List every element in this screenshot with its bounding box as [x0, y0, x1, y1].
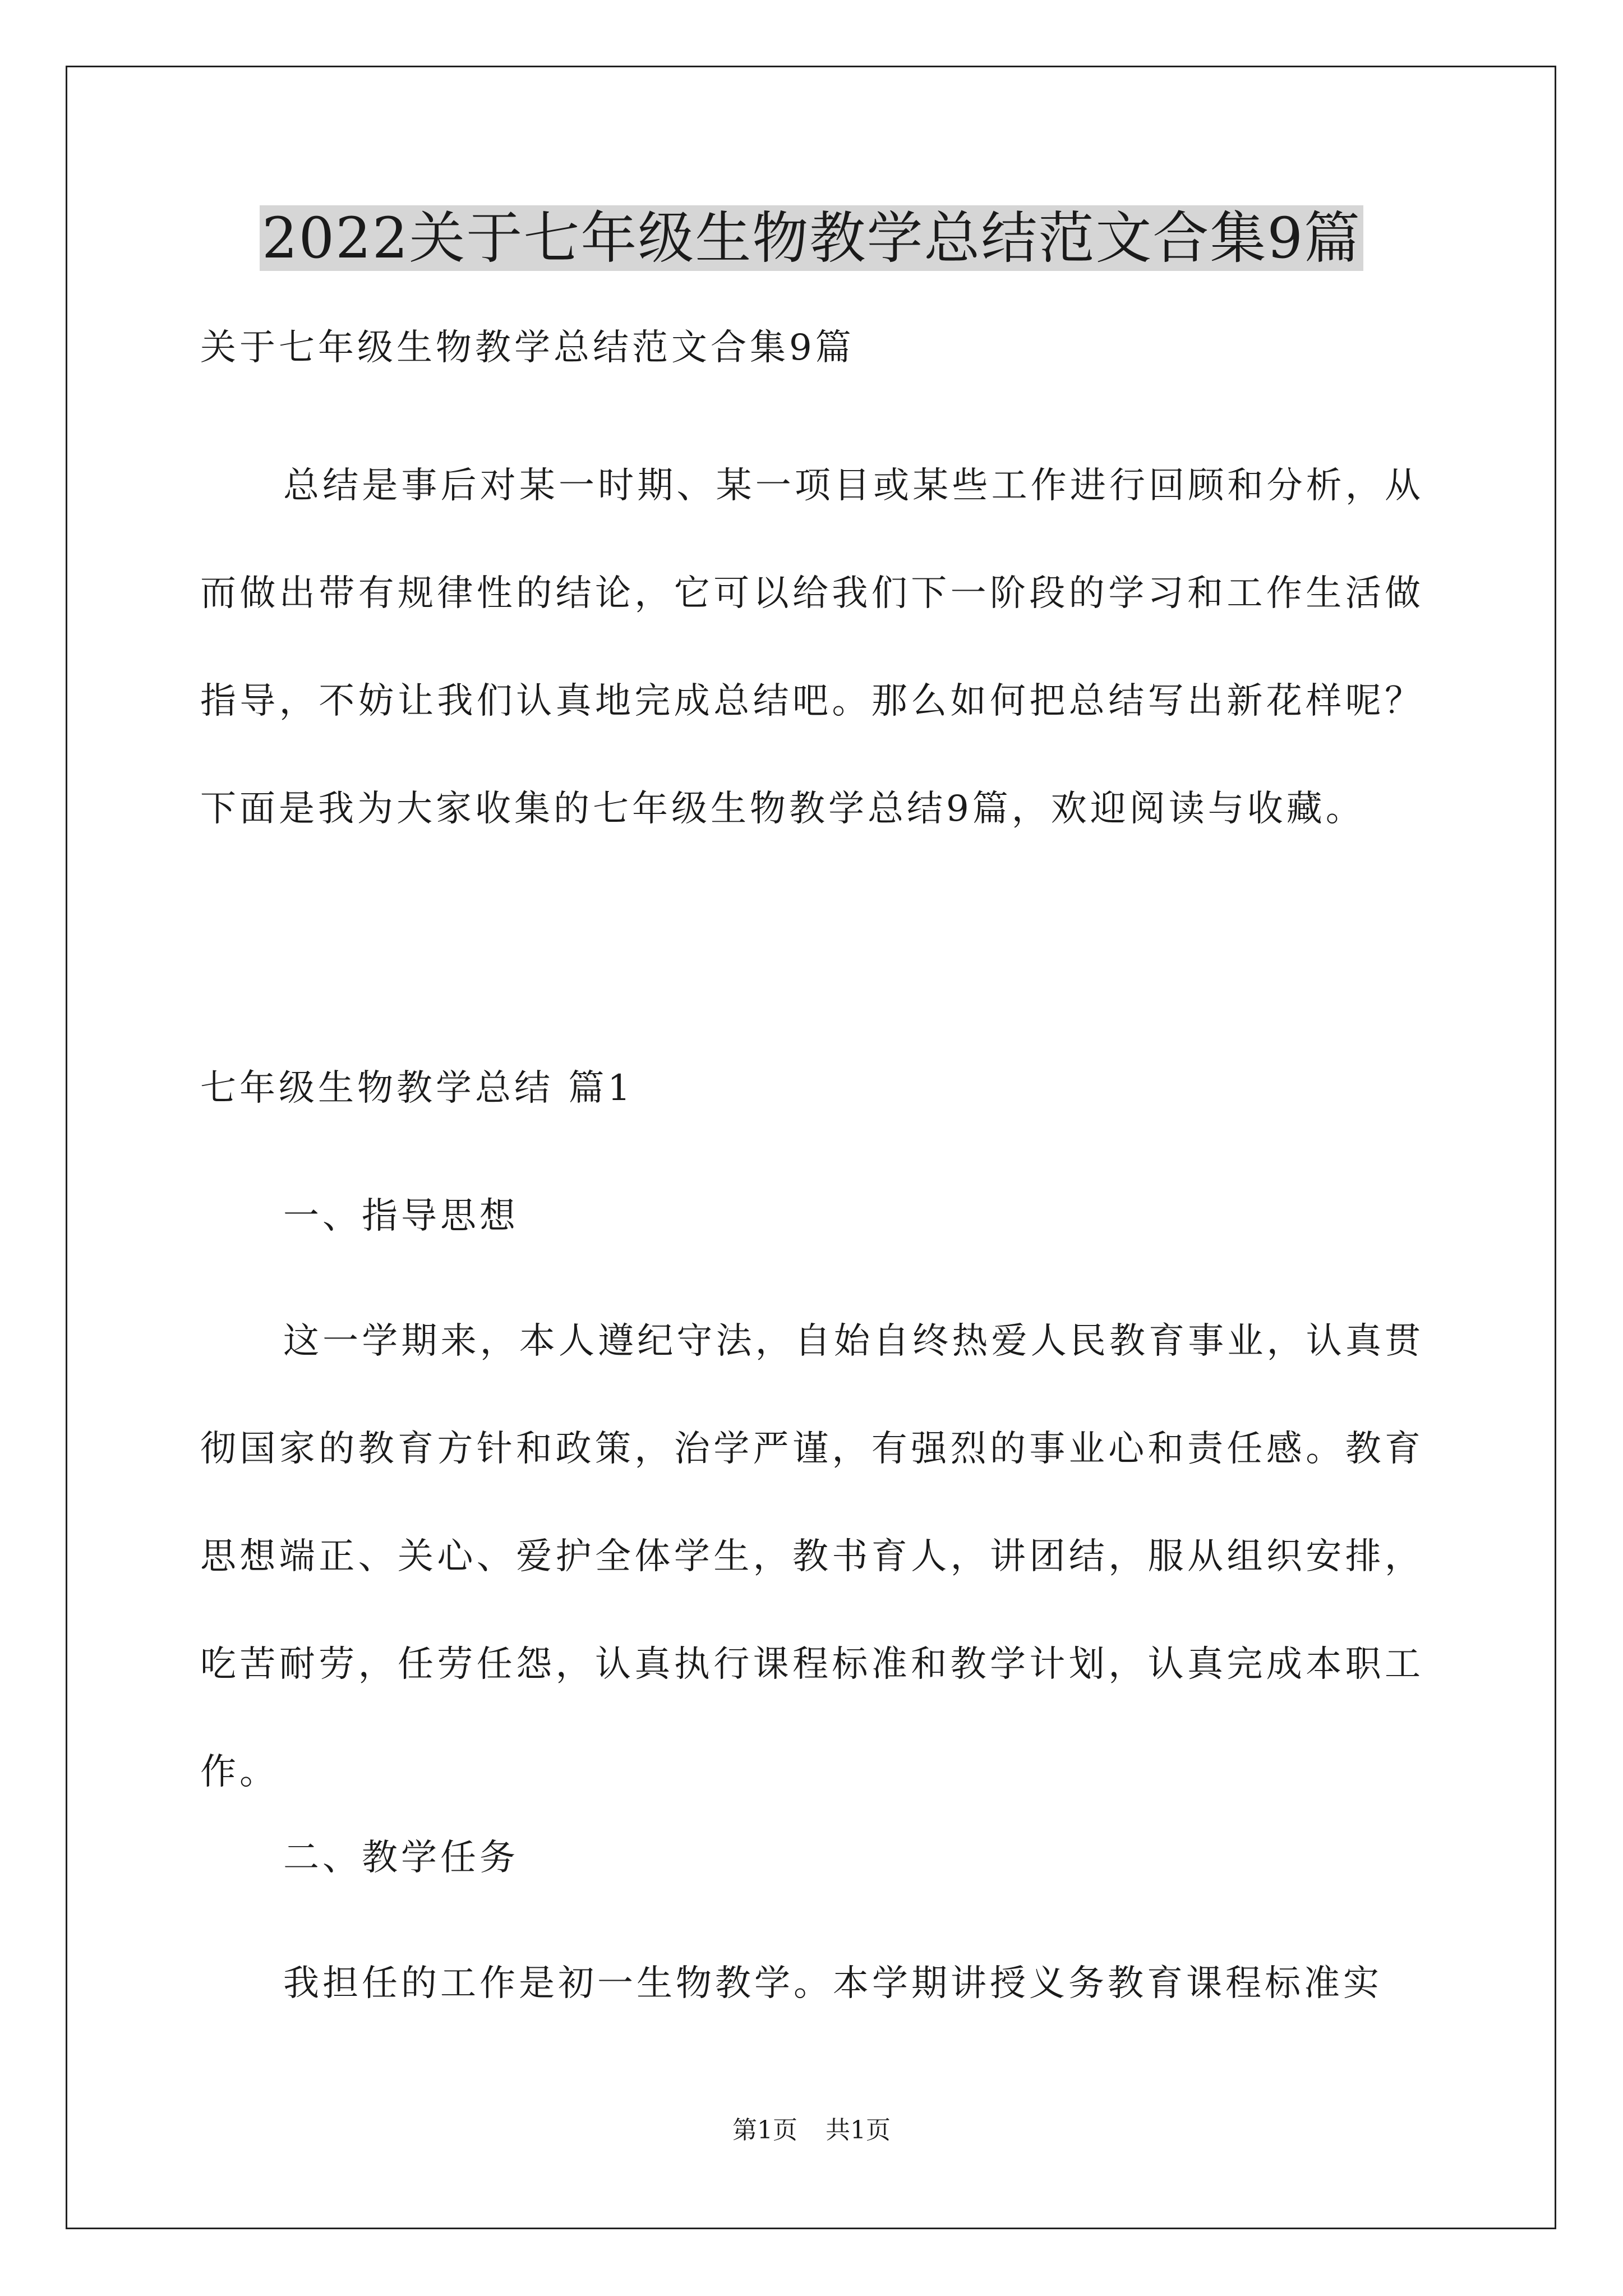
section-heading: 七年级生物教学总结 篇1 — [200, 1068, 634, 1109]
document-subtitle: 关于七年级生物教学总结范文合集9篇 — [200, 327, 855, 369]
point-2-paragraph: 我担任的工作是初一生物教学。本学期讲授义务教育课程标准实 — [283, 1963, 1382, 2004]
page-number: 第1页 — [732, 2116, 797, 2145]
page-total: 共1页 — [826, 2116, 891, 2145]
document-title-text: 2022关于七年级生物教学总结范文合集9篇 — [260, 205, 1363, 271]
page-footer — [0, 2114, 1623, 2147]
point-1-heading: 一、指导思想 — [283, 1195, 519, 1237]
page-border — [66, 66, 1556, 2229]
point-1-paragraph: 这一学期来，本人遵纪守法，自始自终热爱人民教育事业，认真贯彻国家的教育方针和政策，治学严谨，有强烈的事业心和责任感。教育思想端正、关心、爱护全体学生，教书育人，讲团结，服从组织安排，吃苦耐劳，任劳任怨，认真执行课程标准和教学计划，认真完成本职工作。 — [200, 1320, 1424, 1793]
point-2-heading: 二、教学任务 — [283, 1837, 519, 1879]
intro-paragraph: 总结是事后对某一时期、某一项目或某些工作进行回顾和分析，从而做出带有规律性的结论，它可以给我们下一阶段的学习和工作生活做指导，不妨让我们认真地完成总结吧。那么如何把总结写出新花样呢？下面是我为大家收集的七年级生物教学总结9篇，欢迎阅读与收藏。 — [200, 465, 1424, 830]
document-title — [0, 199, 1623, 278]
